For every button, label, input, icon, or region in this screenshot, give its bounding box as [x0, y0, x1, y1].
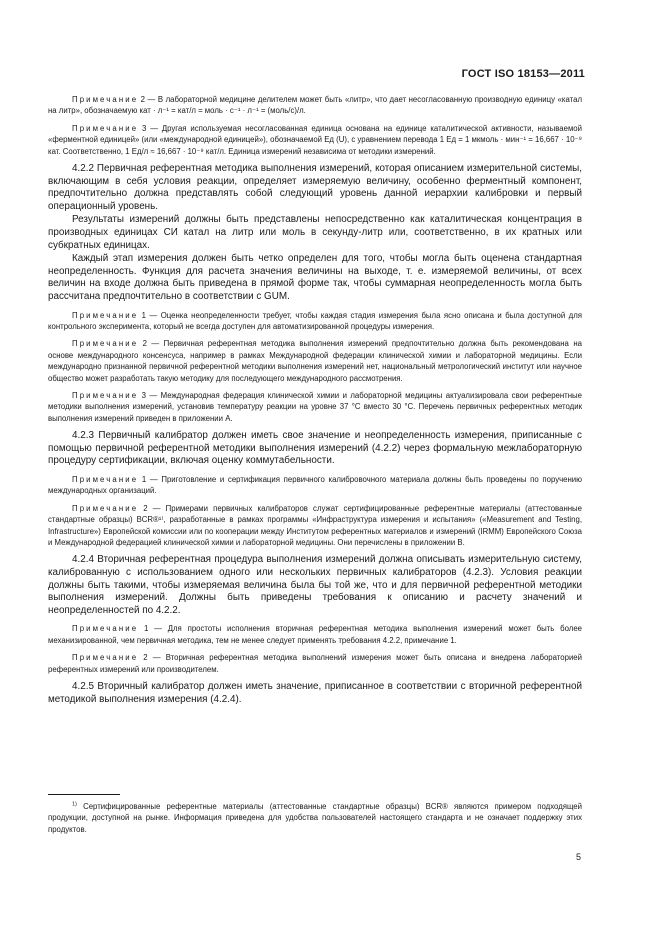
footnote-marker: 1): [72, 801, 77, 808]
note: [48, 338, 582, 384]
note-text: 3 — Международная федерация клинической химии и лабораторной медицины актуализировала свои референтные методики выполнения измерений, установив температуру реакции на уровне 37 °C вместо 30 °C. Перечень первичных референтных методик выполнения измерений приведен в приложении А.: [48, 391, 582, 423]
paragraph: 4.2.2 Первичная референтная методика выполнения измерений, которая описанием измерительной системы, включающим в себя условия реакции, определяет измеряемую величину, особенно ферментный компонент, предпочтительно должна представлять собой следующий уровень данной иерархии калибровки и первый операционный уровень.: [48, 163, 582, 212]
note-label: Примечание: [72, 95, 139, 104]
note-text: 1 — Для простоты исполнения вторичная референтная методика выполнения измерений может быть более механизированной, чем первичная методика, тем не менее следует применять требования 4.2.2, примечание 1.: [48, 624, 582, 645]
note-text: 2 — Вторичная референтная методика выполнений измерения может быть описана и внедрена лабораторией референтных измерений или производителем.: [48, 653, 582, 674]
paragraph: Каждый этап измерения должен быть четко определен для того, чтобы могла быть оценена стандартная неопределенность. Функция для расчета значения величины на выходе, т. е. измеряемой величины, от всех величин на входе должна быть приведена в прямой форме так, чтобы суммарная неопределенность могла быть рассчитана предпочтительно в соответствии с GUM.: [48, 253, 582, 302]
note: [48, 503, 582, 549]
paragraph: Результаты измерений должны быть представлены непосредственно как каталитическая концентрация в производных единицах СИ катал на литр или моль в секунду-литр или, соответственно, в их кратных или субкратных единицах.: [48, 214, 582, 251]
note-text: 3 — Другая используемая несогласованная единица основана на единице каталитической активности, называемой «ферментной единицей» (или «международной единицей»), обозначаемой Ед (U), с уравнением перевода 1 Ед = 1 мкмоль · мин⁻¹ = 16,667 · 10⁻⁹ кат. Соответственно, 1 Ед/л ≈ 16,667 · 10⁻⁹ кат/л. Единица измерений независима от методики измерений.: [48, 123, 582, 156]
page-number: 5: [575, 852, 581, 862]
standard-header: ГОСТ ISO 18153—2011: [461, 68, 585, 80]
note-label: Примечание: [72, 391, 139, 400]
note: [48, 94, 582, 117]
note-label: Примечание: [72, 310, 139, 320]
note-label: Примечание: [72, 339, 139, 349]
note: [48, 123, 582, 157]
note: [48, 652, 582, 675]
footnote-text: Сертифицированные референтные материалы (аттестованные стандартные образцы) BCR® являются примером подходящей продукции, доступной на рынке. Информация приведена для удобства пользователей настоящего стандарта и не означает поддержку этих продуктов.: [48, 802, 582, 834]
note: [48, 390, 582, 424]
note-text: 2 — В лабораторной медицине делителем может быть «литр», что дает несогласованную производную единицу «катал на литр», обозначаемую кат · л⁻¹ = кат/л = моль · с⁻¹ · л⁻¹ = (моль/с)/л.: [48, 95, 582, 116]
footnote-separator: [48, 794, 120, 795]
note: [48, 474, 582, 497]
note-label: Примечание: [72, 653, 139, 663]
note-label: Примечание: [72, 123, 139, 133]
note-text: 1 — Оценка неопределенности требует, чтобы каждая стадия измерения была ясно описана и была доступной для контрольного эксперимента, который не всегда доступен для автоматизированной процедуры измерения.: [48, 310, 582, 331]
note-label: Примечание: [72, 475, 139, 484]
document-body: [48, 94, 582, 707]
paragraph: 4.2.4 Вторичная референтная процедура выполнения измерений должна описывать измерительную систему, калиброванную с использованием одного или нескольких первичных калибраторов (4.2.3). Условия реакции должны быть такими, чтобы измеряемая величина была бы той же, что и для первичной референтной методики выполнения измерений. Должны быть приведены требования к описанию и расчету значений и неопределенностей по 4.2.2.: [48, 554, 582, 616]
note-label: Примечание: [72, 503, 139, 513]
note-text: 2 — Примерами первичных калибраторов служат сертифицированные референтные материалы (аттестованные стандартные образцы) BCR®¹⁾, разработанные в рамках программы «Инфраструктура измерения и испытания» («Measurement and Testing, Infrastructure») Европейской комиссии или по кооперации между Институтом референтных материалов и измерений (IRMM) Европейского Союза и Международной федерацией клинической химии и лабораторной медицины. Они перечислены в приложении В.: [48, 503, 582, 548]
note: [48, 310, 582, 333]
note: [48, 623, 582, 646]
note-text: 2 — Первичная референтная методика выполнения измерений предпочтительно должна быть рекомендована на основе международного консенсуса, например в рамках Международной федерации клинической химии и лабораторной медицины. Если международно признанной первичной референтной методики выполнения измерений нет, национальный метрологический институт или научное общество может разработать такую методику для последующего международного рассмотрения.: [48, 339, 582, 383]
note-text: 1 — Приготовление и сертификация первичного калибровочного материала должны быть проведены по поручению международных организаций.: [48, 475, 582, 496]
footnote: [48, 801, 582, 835]
paragraph: 4.2.3 Первичный калибратор должен иметь свое значение и неопределенность измерения, приписанные с помощью первичной референтной методики выполнения измерений (4.2.2) через формальную межлабораторную процедуру сертификации, включая оценку коммутабельности.: [48, 430, 582, 467]
paragraph: 4.2.5 Вторичный калибратор должен иметь значение, приписанное в соответствии с вторичной референтной методикой выполнения измерения (4.2.4).: [48, 681, 582, 705]
note-label: Примечание: [72, 624, 139, 634]
